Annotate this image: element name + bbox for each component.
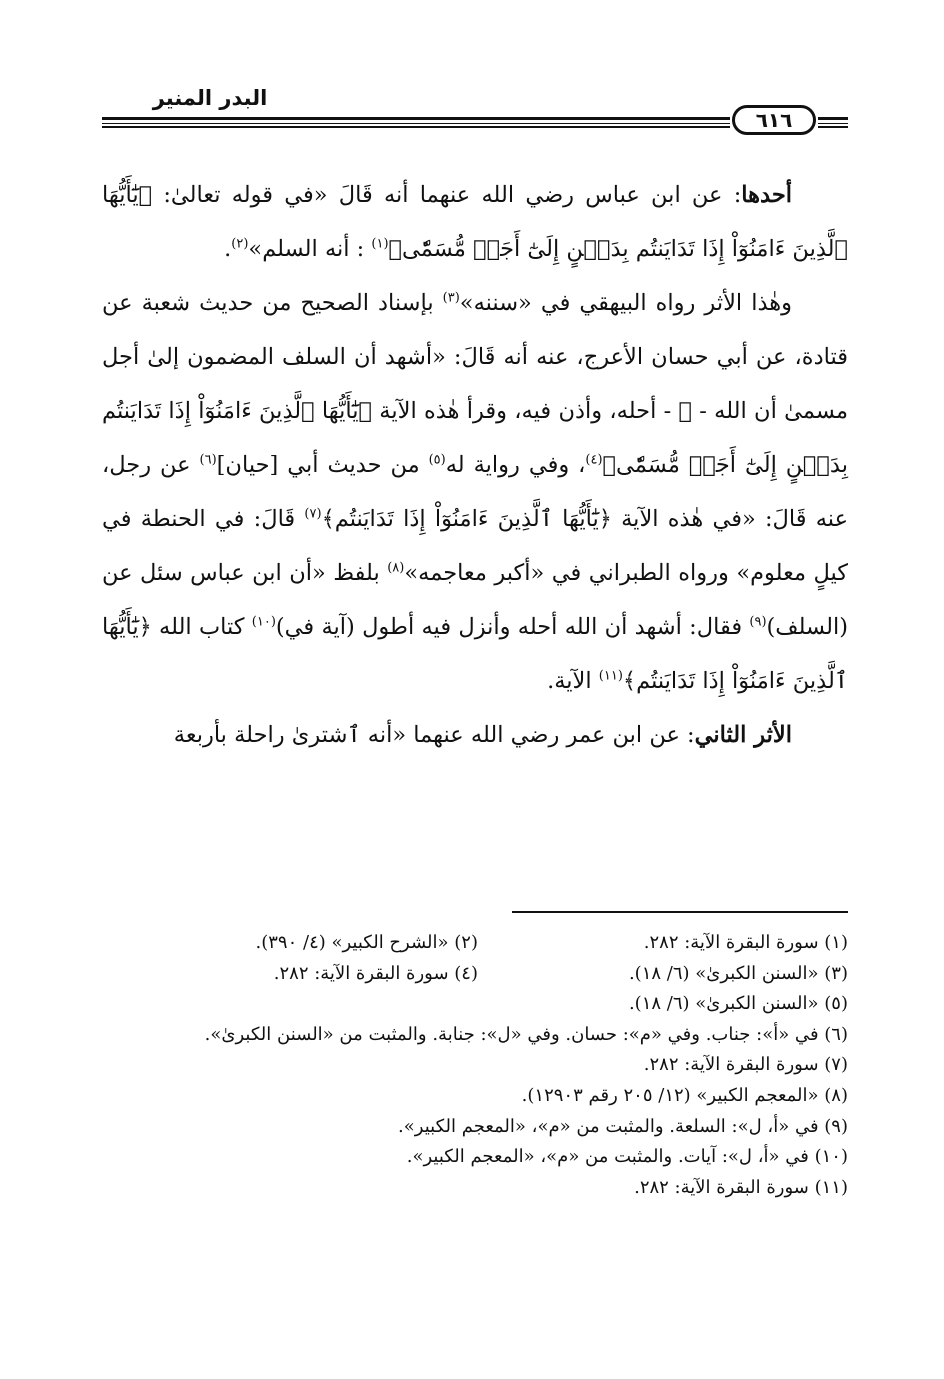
text-run: بإسناد الصحيح من حديث شعبة عن قتادة، عن أبي حسان الأعرج، عنه أنه قَالَ: «أشهد أن السلف المضمون إلىٰ أجل مسمىٰ أن الله - ﷻ - أحله، وأذن فيه، وقرأ هٰذه الآية ﴿يَٰٓأَيُّهَا ٱلَّذِينَ ءَامَنُوٓاْ إِذَا تَدَايَنتُم بِدَيۡنٍ إِلَىٰٓ أَجَلٖ مُّسَمّٗى﴾ — [102, 290, 848, 478]
footnote-separator — [512, 911, 848, 913]
paragraph-lead: أحدها — [741, 182, 792, 208]
footnote-row — [102, 1173, 848, 1203]
main-text — [102, 168, 848, 762]
footnote-marker: (٨) — [387, 560, 405, 576]
footnote-marker: (١) — [371, 236, 389, 252]
footnote: (٦) في «أ»: جناب. وفي «م»: حسان. وفي «ل»: جنابة. والمثبت من «السنن الكبرىٰ». — [204, 1024, 848, 1045]
footnote: (٨) «المعجم الكبير» (١٢/ ٢٠٥ رقم ١٢٩٠٣). — [521, 1085, 848, 1106]
text-run: من حديث أبي [حيان] — [216, 452, 429, 478]
text-run: : أنه السلم» — [248, 236, 372, 262]
text-run: : عن ابن عباس رضي الله عنهما أنه قَالَ «في قوله تعالىٰ: ﴿يَٰٓأَيُّهَا ٱلَّذِينَ ءَامَنُوٓاْ إِذَا تَدَايَنتُم بِدَيۡنٍ إِلَىٰٓ أَجَلٖ مُّسَمّٗى﴾ — [102, 182, 848, 262]
footnote: (٩) في «أ، ل»: السلعة. والمثبت من «م»، «المعجم الكبير». — [398, 1116, 848, 1137]
footnote-marker: (٢) — [231, 236, 249, 252]
text-run: فقال: أشهد أن الله أحله وأنزل فيه أطول (آية في) — [275, 614, 750, 640]
text-run: الآية. — [547, 668, 599, 694]
header-rule-right-bottom — [818, 126, 848, 128]
text-run: وهٰذا الأثر رواه البيهقي في «سننه» — [459, 290, 793, 316]
footnote-row — [102, 1081, 848, 1111]
text-run: بلفظ «أن ابن عباس سئل عن (السلف) — [102, 560, 848, 640]
text-run: : عن ابن عمر رضي الله عنهما «أنه ٱشترىٰ راحلة بأربعة — [173, 722, 695, 748]
footnote-marker: (٦) — [199, 452, 217, 468]
footnote-row — [102, 1050, 848, 1080]
paragraph-lead: الأثر الثاني — [694, 722, 792, 748]
footnote-marker: (١١) — [598, 668, 623, 684]
footnote: (١٠) في «أ، ل»: آيات. والمثبت من «م»، «المعجم الكبير». — [406, 1146, 848, 1167]
footnote: (٣) «السنن الكبرىٰ» (٦/ ١٨). — [628, 963, 848, 984]
text-run: كتاب الله ﴿يَٰٓأَيُّهَا ٱلَّذِينَ ءَامَنُوٓاْ إِذَا تَدَايَنتُم﴾ — [102, 614, 848, 694]
footnote-marker: (٧) — [304, 506, 322, 522]
header-rule-bottom — [102, 126, 730, 128]
footnote-marker: (٩) — [749, 614, 767, 630]
page-number: ٦١٦ — [732, 105, 816, 135]
footnote-row — [102, 1112, 848, 1142]
text-run: . — [224, 236, 232, 262]
header-rule-middle — [102, 123, 730, 124]
footnote-marker: (٥) — [428, 452, 446, 468]
footnote-row — [102, 1142, 848, 1172]
footnote-row — [102, 928, 848, 958]
footnote-row — [102, 989, 848, 1019]
footnote-marker: (٣) — [442, 290, 460, 306]
footnote-marker: (١٠) — [251, 614, 276, 630]
footnote-row — [102, 1020, 848, 1050]
footnote: (٢) «الشرح الكبير» (٤/ ٣٩٠). — [255, 932, 478, 953]
text-run: عن رجل، عنه قَالَ: «في هٰذه الآية ﴿يَٰٓأَيُّهَا ٱلَّذِينَ ءَامَنُوٓاْ إِذَا تَدَايَنتُم﴾ — [102, 452, 848, 532]
footnote: (١) سورة البقرة الآية: ٢٨٢. — [643, 932, 848, 953]
header-rule-right-top — [818, 117, 848, 120]
text-run: ، وفي رواية له — [445, 452, 586, 478]
header-rule-top — [102, 117, 730, 120]
text-run: قَالَ: في الحنطة في كيلٍ معلوم» ورواه الطبراني في «أكبر معاجمه» — [102, 506, 848, 586]
paragraph — [102, 708, 848, 762]
footnote-marker: (٤) — [585, 452, 603, 468]
header-rule-right-middle — [818, 123, 848, 124]
paragraph — [102, 168, 848, 276]
footnote-row — [102, 959, 848, 989]
footnote: (١١) سورة البقرة الآية: ٢٨٢. — [634, 1177, 848, 1198]
footnote: (٥) «السنن الكبرىٰ» (٦/ ١٨). — [628, 993, 848, 1014]
running-title: البدر المنير — [152, 86, 268, 110]
paragraph — [102, 276, 848, 708]
footnote: (٤) سورة البقرة الآية: ٢٨٢. — [273, 963, 478, 984]
footnote: (٧) سورة البقرة الآية: ٢٨٢. — [643, 1054, 848, 1075]
